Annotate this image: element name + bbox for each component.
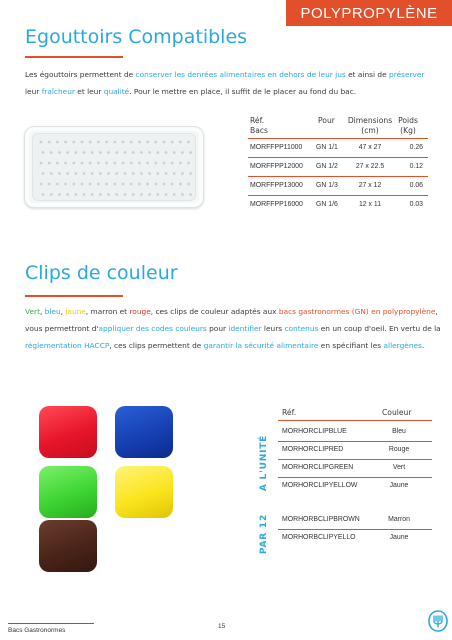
section-title-clips: Clips de couleur (25, 262, 178, 284)
drainer-hole (146, 183, 149, 186)
drainer-hole (64, 183, 67, 186)
row-divider (248, 195, 428, 196)
cell-ref: MORHORCLIPYELLOW (282, 482, 358, 489)
cell-couleur: Vert (392, 464, 406, 471)
text-run: , (39, 307, 45, 316)
drainer-hole (156, 193, 159, 196)
drainer-hole (66, 172, 69, 175)
cell-ref: MORHORBCLIPBROWN (282, 516, 360, 523)
drainer-hole (124, 172, 127, 175)
drainer-hole (163, 141, 166, 144)
text-run: allergènes (383, 341, 422, 350)
clips-description (25, 303, 443, 354)
drainer-hole (74, 193, 77, 196)
drainer-hole (42, 193, 45, 196)
drainer-hole (140, 193, 143, 196)
text-run: fraîcheur (41, 87, 75, 96)
drainer-hole (105, 162, 108, 165)
drainer-hole (66, 151, 69, 154)
drainer-hole (173, 193, 176, 196)
cell-couleur: Rouge (388, 446, 410, 453)
drainer-hole (42, 151, 45, 154)
drainer-hole (48, 162, 51, 165)
text-run: garantir la sécurité alimentaire (203, 341, 319, 350)
drainer-hole (107, 151, 110, 154)
drainer-hole (115, 151, 118, 154)
drainer-hole (74, 172, 77, 175)
drainer-hole (122, 162, 125, 165)
group-label-unit: A L'UNITÉ (259, 434, 269, 492)
table-header-line (278, 420, 432, 421)
drainer-hole (156, 151, 159, 154)
drainer-hole (181, 193, 184, 196)
cell-poids: 0.26 (409, 144, 423, 151)
drainer-hole (42, 172, 45, 175)
cell-pour: GN 1/6 (316, 201, 338, 208)
text-run: rouge (129, 307, 151, 316)
drainer-hole (107, 193, 110, 196)
text-run: conserver les denrées alimentaires en dehors de leur jus (135, 70, 346, 79)
drainer-hole (83, 193, 86, 196)
drainer-hole (40, 141, 43, 144)
drainer-hole (163, 183, 166, 186)
text-run: , (60, 307, 66, 316)
cell-ref: MORFFPP16000 (250, 201, 303, 208)
drainer-hole (154, 141, 157, 144)
blue-clip-image (115, 406, 173, 458)
drainer-hole (56, 162, 59, 165)
drainer-hole (132, 172, 135, 175)
drainer-hole (130, 183, 133, 186)
row-divider (248, 138, 428, 139)
drainer-hole (187, 141, 190, 144)
drainer-hole (181, 151, 184, 154)
drainer-hole (83, 172, 86, 175)
drainer-holes (33, 134, 195, 200)
text-run: identifier (228, 324, 262, 333)
drainer-hole (89, 162, 92, 165)
text-run: , ces clips de couleur adaptés aux (150, 307, 279, 316)
drainer-hole (124, 193, 127, 196)
section-title-drainers: Egouttoirs Compatibles (25, 26, 248, 48)
row-divider (248, 157, 428, 158)
green-clip-image (39, 466, 97, 518)
drainer-hole (179, 141, 182, 144)
col-header-ref: Réf. (282, 408, 297, 417)
cell-ref: MORHORCLIPBLUE (282, 428, 347, 435)
cell-ref: MORHORCLIPRED (282, 446, 344, 453)
cell-dimensions: 27 x 12 (358, 182, 382, 189)
drainer-hole (66, 193, 69, 196)
drainer-perforated-plate (32, 133, 196, 201)
drainer-hole (74, 151, 77, 154)
drainer-hole (113, 162, 116, 165)
drainers-description (25, 66, 435, 100)
drainer-hole (154, 183, 157, 186)
col-header-dimensions: Dimensions (cm) (347, 116, 393, 135)
drainer-hole (113, 141, 116, 144)
drainer-hole (146, 141, 149, 144)
cell-couleur: Jaune (389, 534, 409, 541)
footer-section-name: Bacs Gastronormes (8, 627, 66, 634)
col-header-ref: Réf. Bacs (250, 116, 268, 135)
brand-fork-logo-icon (428, 610, 448, 632)
drainer-hole (64, 162, 67, 165)
text-run: leur (25, 87, 42, 96)
col-header-pour: Pour (318, 116, 335, 125)
cell-dimensions: 27 x 22.5 (355, 163, 385, 170)
text-run: . (421, 341, 425, 350)
drainer-hole (148, 193, 151, 196)
cell-dimensions: 12 x 11 (358, 201, 382, 208)
cell-ref: MORHORCLIPGREEN (282, 464, 354, 471)
drainer-hole (105, 183, 108, 186)
text-run: , ces clips permettent de (109, 341, 204, 350)
drainer-hole (97, 141, 100, 144)
drainer-hole (56, 183, 59, 186)
drainer-hole (91, 151, 94, 154)
row-divider (248, 176, 428, 177)
drainer-hole (72, 162, 75, 165)
text-run: et leur (74, 87, 104, 96)
drainer-hole (40, 162, 43, 165)
drainer-hole (179, 162, 182, 165)
cell-poids: 0.12 (409, 163, 423, 170)
drainer-hole (58, 172, 61, 175)
drainer-hole (181, 172, 184, 175)
drainer-hole (83, 151, 86, 154)
drainer-hole (81, 141, 84, 144)
drainer-hole (40, 183, 43, 186)
drainer-hole (50, 172, 53, 175)
drainer-hole (124, 151, 127, 154)
drainer-hole (130, 141, 133, 144)
drainer-hole (58, 193, 61, 196)
col-header-poids: Poids (Kg) (398, 116, 418, 135)
drainer-hole (173, 151, 176, 154)
drainer-hole (171, 183, 174, 186)
drainer-hole (50, 151, 53, 154)
footer-rule (8, 623, 94, 624)
drainer-hole (72, 183, 75, 186)
brown-clip-image (39, 520, 97, 572)
cell-ref: MORFFPP13000 (250, 182, 303, 189)
drainer-hole (113, 183, 116, 186)
drainer-hole (154, 162, 157, 165)
text-run: vous permettront d' (25, 324, 99, 333)
drainer-hole (91, 193, 94, 196)
drainer-hole (122, 183, 125, 186)
text-run: leurs (261, 324, 285, 333)
cell-poids: 0.03 (409, 201, 423, 208)
drainer-hole (132, 193, 135, 196)
drainer-hole (130, 162, 133, 165)
text-run: appliquer des codes couleurs (98, 324, 207, 333)
drainer-hole (140, 151, 143, 154)
drainer-hole (138, 141, 141, 144)
drainer-hole (171, 162, 174, 165)
text-run: . Pour le mettre en place, il suffit de le placer au fond du bac. (129, 87, 357, 96)
red-clip-image (39, 406, 97, 458)
text-run: en un coup d'oeil. En vertu de la (318, 324, 441, 333)
drainer-hole (148, 172, 151, 175)
drainer-hole (81, 183, 84, 186)
cell-poids: 0.06 (409, 182, 423, 189)
drainer-hole (107, 172, 110, 175)
drainer-hole (48, 141, 51, 144)
cell-pour: GN 1/2 (316, 163, 338, 170)
cell-ref: MORFFPP11000 (250, 144, 303, 151)
drainer-hole (64, 141, 67, 144)
drainer-hole (48, 183, 51, 186)
drainer-hole (99, 172, 102, 175)
row-divider (278, 529, 432, 530)
drainer-hole (146, 162, 149, 165)
drainer-hole (156, 172, 159, 175)
cell-pour: GN 1/3 (316, 182, 338, 189)
drainer-hole (56, 141, 59, 144)
drainer-hole (138, 183, 141, 186)
drainer-hole (148, 151, 151, 154)
drainer-hole (99, 151, 102, 154)
text-run: pour (206, 324, 229, 333)
drainer-hole (89, 183, 92, 186)
drainer-hole (115, 172, 118, 175)
drainer-hole (165, 151, 168, 154)
row-divider (278, 441, 432, 442)
drainer-hole (163, 162, 166, 165)
text-run: bacs gastronormes (GN) en polypropylène (278, 307, 436, 316)
yellow-clip-image (115, 466, 173, 518)
drainer-hole (89, 141, 92, 144)
drainer-hole (72, 141, 75, 144)
drainer-hole (187, 162, 190, 165)
drainer-hole (97, 183, 100, 186)
drainer-hole (97, 162, 100, 165)
col-header-couleur: Couleur (382, 408, 412, 417)
drainer-hole (189, 193, 192, 196)
cell-couleur: Bleu (392, 428, 406, 435)
text-run: , marron et (85, 307, 130, 316)
text-run: Les égouttoirs permettent de (25, 70, 136, 79)
cell-couleur: Jaune (389, 482, 409, 489)
text-run: et ainsi de (345, 70, 389, 79)
page-number: 15 (218, 623, 226, 630)
row-divider (278, 477, 432, 478)
text-run: bleu (44, 307, 61, 316)
category-banner: POLYPROPYLÈNE (286, 0, 452, 26)
drainer-hole (189, 172, 192, 175)
text-run: Vert (25, 307, 40, 316)
title-underline (25, 56, 123, 58)
text-run: en spécifiant les (318, 341, 384, 350)
drainer-hole (140, 172, 143, 175)
drainer-hole (165, 172, 168, 175)
cell-pour: GN 1/1 (316, 144, 338, 151)
drainer-hole (189, 151, 192, 154)
text-run: réglementation HACCP (25, 341, 110, 350)
drainer-hole (50, 193, 53, 196)
row-divider (278, 459, 432, 460)
cell-dimensions: 47 x 27 (358, 144, 382, 151)
drainer-hole (171, 141, 174, 144)
drainer-hole (122, 141, 125, 144)
drainer-hole (187, 183, 190, 186)
text-run: jaune (65, 307, 86, 316)
text-run: qualité (103, 87, 130, 96)
text-run: contenus (284, 324, 319, 333)
text-run: , (435, 307, 438, 316)
drainer-hole (138, 162, 141, 165)
drainer-hole (81, 162, 84, 165)
drainer-hole (105, 141, 108, 144)
drainer-hole (115, 193, 118, 196)
drainer-hole (99, 193, 102, 196)
group-label-pack: PAR 12 (259, 513, 269, 555)
drainer-hole (132, 151, 135, 154)
drainer-hole (179, 183, 182, 186)
cell-ref: MORFFPP12000 (250, 163, 303, 170)
drainer-hole (165, 193, 168, 196)
cell-ref: MORHORBCLIPYELLO (282, 534, 356, 541)
drainer-hole (91, 172, 94, 175)
cell-couleur: Marron (388, 516, 410, 523)
title-underline (25, 295, 123, 297)
drainer-hole (58, 151, 61, 154)
drainer-hole (173, 172, 176, 175)
text-run: préserver (389, 70, 425, 79)
